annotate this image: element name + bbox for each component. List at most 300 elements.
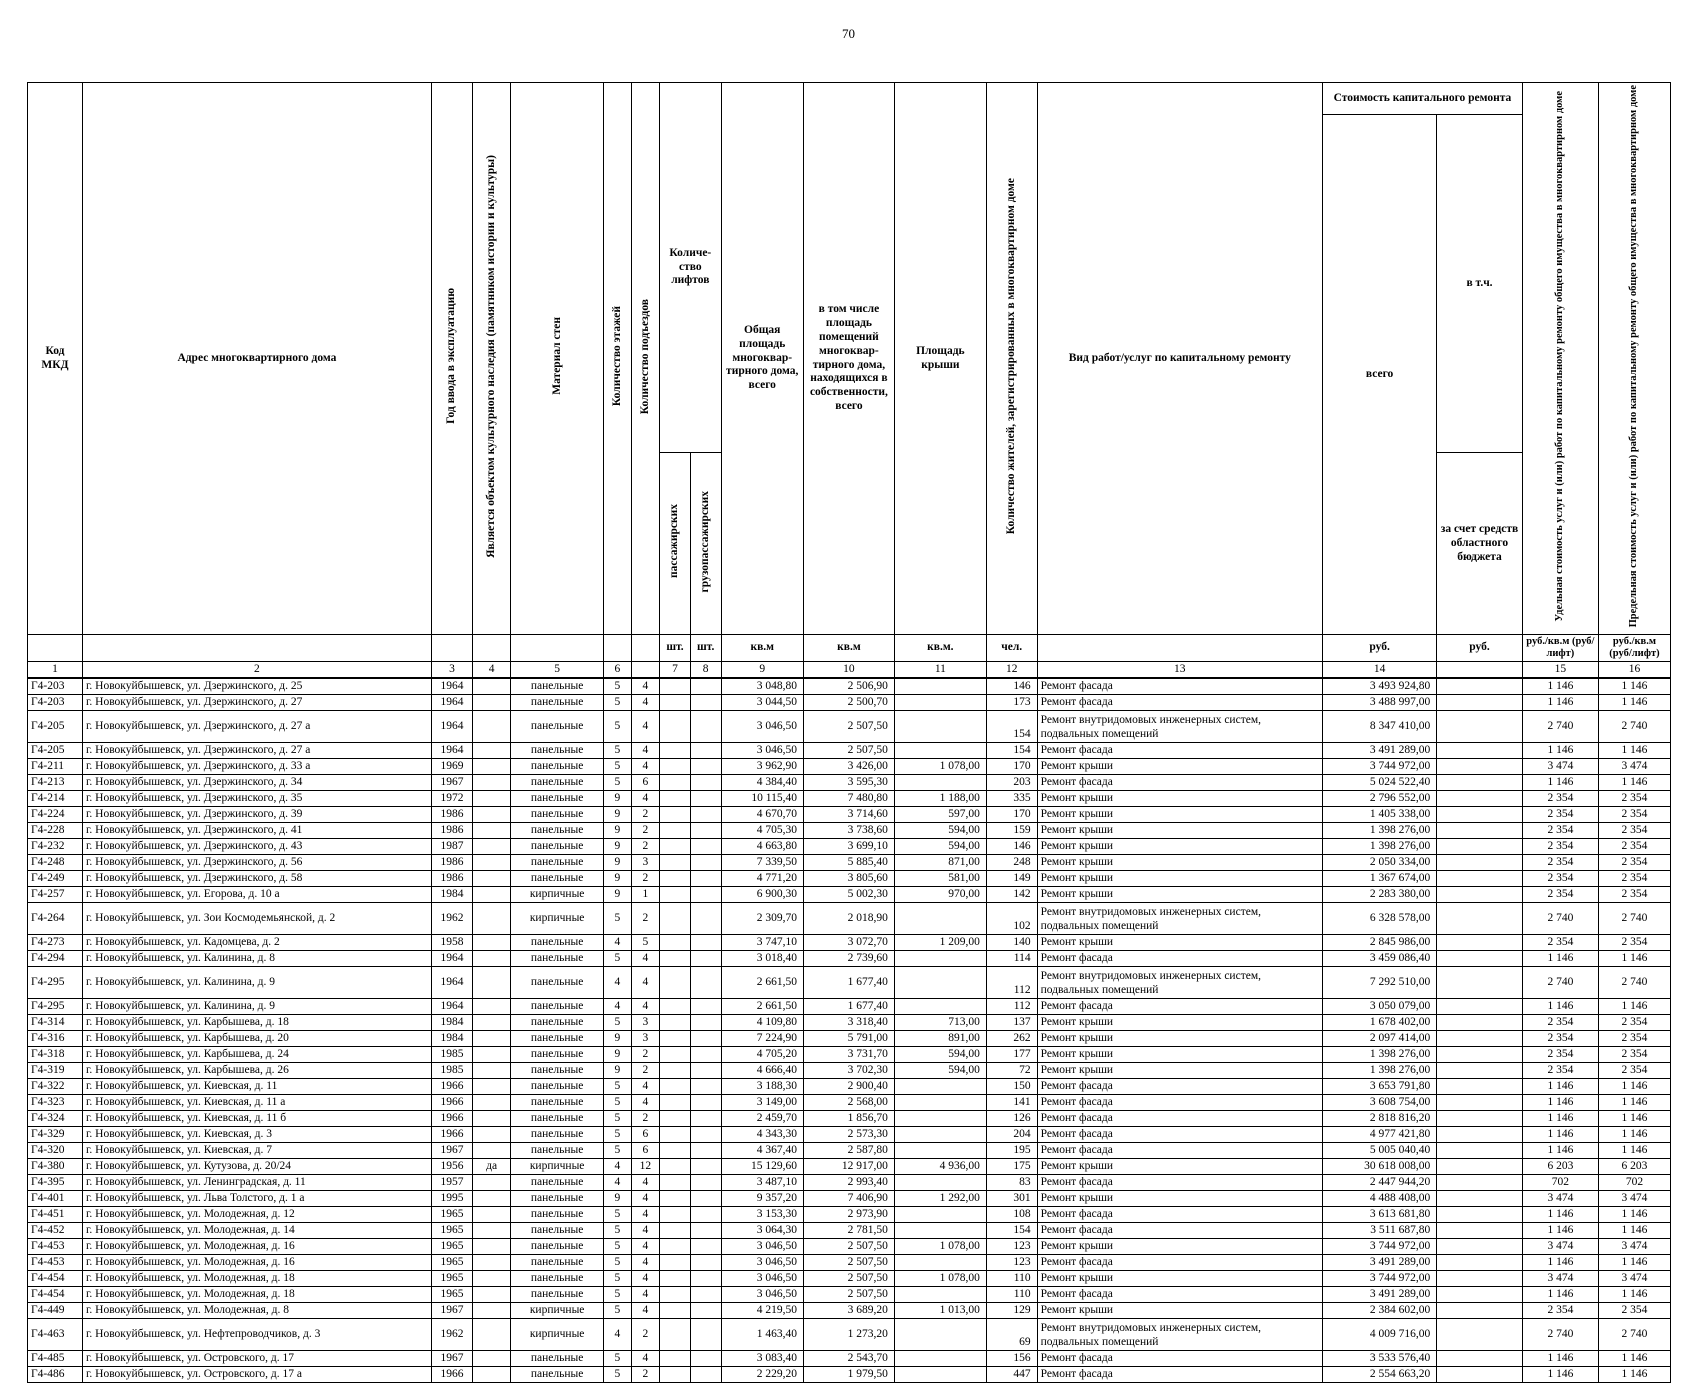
cell-work: Ремонт внутридомовых инженерных систем, подвальных помещений [1037, 903, 1322, 935]
cell-material: панельные [511, 1143, 604, 1159]
cell-cost-regional [1437, 1143, 1523, 1159]
unit-material [511, 635, 604, 662]
cell-code: Г4-211 [28, 759, 83, 775]
cell-owned-area: 1 677,40 [803, 967, 894, 999]
cell-code: Г4-294 [28, 951, 83, 967]
cell-heritage [473, 839, 511, 855]
table-row [28, 887, 1671, 903]
cell-cost-regional [1437, 999, 1523, 1015]
cell-year: 1965 [431, 1287, 472, 1303]
cell-heritage [473, 1255, 511, 1271]
cell-entrances: 2 [631, 1063, 660, 1079]
cell-unit-cost: 1 146 [1522, 695, 1598, 711]
header-lifts-passenger: пассажирских [660, 453, 691, 635]
cell-code: Г4-323 [28, 1095, 83, 1111]
cell-work: Ремонт крыши [1037, 1031, 1322, 1047]
table-row [28, 935, 1671, 951]
cell-owned-area: 2 507,50 [803, 711, 894, 743]
cell-heritage [473, 999, 511, 1015]
cell-unit-cost: 2 354 [1522, 839, 1598, 855]
cell-address: г. Новокуйбышевск, ул. Калинина, д. 9 [82, 967, 431, 999]
cell-residents: 112 [986, 999, 1037, 1015]
cell-work: Ремонт фасада [1037, 1175, 1322, 1191]
cell-entrances: 4 [631, 759, 660, 775]
cell-residents: 114 [986, 951, 1037, 967]
table-row [28, 695, 1671, 711]
cell-entrances: 4 [631, 711, 660, 743]
cell-entrances: 4 [631, 678, 660, 695]
cell-address: г. Новокуйбышевск, ул. Киевская, д. 7 [82, 1143, 431, 1159]
cell-unit-cost: 2 354 [1522, 1031, 1598, 1047]
cell-unit-cost: 1 146 [1522, 1223, 1598, 1239]
cell-code: Г4-486 [28, 1367, 83, 1383]
cell-roof-area: 594,00 [894, 823, 986, 839]
column-number: 2 [82, 662, 431, 679]
cell-residents: 170 [986, 759, 1037, 775]
cell-roof-area [894, 1111, 986, 1127]
cell-total-area: 3 747,10 [721, 935, 803, 951]
cell-total-area: 10 115,40 [721, 791, 803, 807]
table-row [28, 1223, 1671, 1239]
cell-floors: 5 [604, 1351, 631, 1367]
cell-cost-total: 4 977 421,80 [1323, 1127, 1437, 1143]
column-number: 6 [604, 662, 631, 679]
cell-year: 1984 [431, 1015, 472, 1031]
cell-total-area: 2 309,70 [721, 903, 803, 935]
table-row [28, 711, 1671, 743]
cell-cost-regional [1437, 807, 1523, 823]
cell-unit-cost: 2 740 [1522, 711, 1598, 743]
column-number-row [28, 662, 1671, 679]
unit-lifts-cargo: шт. [690, 635, 721, 662]
cell-cost-total: 2 818 816,20 [1323, 1111, 1437, 1127]
cell-code: Г4-322 [28, 1079, 83, 1095]
cell-lifts-cargo [690, 1191, 721, 1207]
cell-floors: 5 [604, 951, 631, 967]
cell-roof-area [894, 903, 986, 935]
cell-cost-regional [1437, 678, 1523, 695]
cell-owned-area: 2 506,90 [803, 678, 894, 695]
cell-total-area: 4 109,80 [721, 1015, 803, 1031]
cell-unit-cost: 2 354 [1522, 855, 1598, 871]
cell-material: кирпичные [511, 1319, 604, 1351]
unit-cost-regional: руб. [1437, 635, 1523, 662]
cell-owned-area: 2 507,50 [803, 1239, 894, 1255]
cell-owned-area: 3 689,20 [803, 1303, 894, 1319]
cell-entrances: 2 [631, 1319, 660, 1351]
cell-roof-area [894, 1319, 986, 1351]
cell-floors: 5 [604, 1143, 631, 1159]
cell-floors: 9 [604, 839, 631, 855]
cell-total-area: 3 487,10 [721, 1175, 803, 1191]
cell-address: г. Новокуйбышевск, ул. Молодежная, д. 14 [82, 1223, 431, 1239]
cell-floors: 9 [604, 887, 631, 903]
cell-material: панельные [511, 1031, 604, 1047]
cell-material: панельные [511, 1063, 604, 1079]
cell-cost-total: 1 398 276,00 [1323, 1047, 1437, 1063]
cell-cost-total: 2 447 944,20 [1323, 1175, 1437, 1191]
cell-address: г. Новокуйбышевск, ул. Молодежная, д. 16 [82, 1255, 431, 1271]
cell-unit-cost: 1 146 [1522, 1095, 1598, 1111]
cell-unit-cost: 2 354 [1522, 807, 1598, 823]
cell-floors: 5 [604, 1223, 631, 1239]
cell-max-cost: 2 354 [1598, 871, 1670, 887]
cell-unit-cost: 1 146 [1522, 1079, 1598, 1095]
cell-unit-cost: 702 [1522, 1175, 1598, 1191]
cell-entrances: 4 [631, 951, 660, 967]
cell-heritage [473, 1303, 511, 1319]
cell-work: Ремонт фасада [1037, 1111, 1322, 1127]
cell-work: Ремонт крыши [1037, 791, 1322, 807]
cell-code: Г4-318 [28, 1047, 83, 1063]
cell-residents: 154 [986, 743, 1037, 759]
cell-unit-cost: 1 146 [1522, 1367, 1598, 1383]
cell-cost-total: 6 328 578,00 [1323, 903, 1437, 935]
unit-entrances [631, 635, 660, 662]
cell-residents: 154 [986, 711, 1037, 743]
cell-total-area: 15 129,60 [721, 1159, 803, 1175]
cell-owned-area: 3 072,70 [803, 935, 894, 951]
column-number: 13 [1037, 662, 1322, 679]
cell-lifts-cargo [690, 1351, 721, 1367]
cell-heritage [473, 935, 511, 951]
cell-year: 1967 [431, 775, 472, 791]
cell-entrances: 4 [631, 1191, 660, 1207]
header-residents: Количество жителей, зарегистрированных в многоквартирном доме [986, 83, 1037, 635]
cell-floors: 4 [604, 1175, 631, 1191]
cell-year: 1966 [431, 1095, 472, 1111]
cell-lifts-passenger [660, 1207, 691, 1223]
cell-cost-total: 3 050 079,00 [1323, 999, 1437, 1015]
cell-unit-cost: 2 354 [1522, 1047, 1598, 1063]
cell-material: панельные [511, 1191, 604, 1207]
cell-address: г. Новокуйбышевск, ул. Льва Толстого, д. 1 а [82, 1191, 431, 1207]
cell-entrances: 2 [631, 1047, 660, 1063]
cell-residents: 149 [986, 871, 1037, 887]
cell-residents: 146 [986, 678, 1037, 695]
cell-year: 1965 [431, 1271, 472, 1287]
cell-roof-area: 1 292,00 [894, 1191, 986, 1207]
cell-lifts-passenger [660, 711, 691, 743]
cell-residents: 140 [986, 935, 1037, 951]
table-body [28, 678, 1671, 1383]
cell-roof-area: 1 188,00 [894, 791, 986, 807]
cell-heritage [473, 1239, 511, 1255]
cell-lifts-passenger [660, 1255, 691, 1271]
cell-max-cost: 3 474 [1598, 1191, 1670, 1207]
cell-max-cost: 1 146 [1598, 1207, 1670, 1223]
cell-unit-cost: 2 354 [1522, 1063, 1598, 1079]
cell-year: 1964 [431, 743, 472, 759]
column-number [631, 662, 660, 679]
cell-residents: 69 [986, 1319, 1037, 1351]
cell-work: Ремонт фасада [1037, 1095, 1322, 1111]
cell-material: панельные [511, 999, 604, 1015]
cell-entrances: 5 [631, 935, 660, 951]
cell-roof-area [894, 743, 986, 759]
table-row [28, 1031, 1671, 1047]
cell-residents: 195 [986, 1143, 1037, 1159]
cell-cost-regional [1437, 839, 1523, 855]
cell-code: Г4-314 [28, 1015, 83, 1031]
cell-max-cost: 2 354 [1598, 807, 1670, 823]
cell-lifts-cargo [690, 1079, 721, 1095]
table-row [28, 1111, 1671, 1127]
cell-cost-regional [1437, 1351, 1523, 1367]
page-number: 70 [842, 26, 855, 41]
header-cost-group: Стоимость капитального ремонта [1323, 83, 1523, 115]
cell-floors: 5 [604, 1207, 631, 1223]
cell-owned-area: 3 426,00 [803, 759, 894, 775]
cell-residents: 142 [986, 887, 1037, 903]
cell-address: г. Новокуйбышевск, ул. Островского, д. 17 [82, 1351, 431, 1367]
cell-floors: 5 [604, 743, 631, 759]
cell-max-cost: 1 146 [1598, 743, 1670, 759]
cell-cost-total: 3 744 972,00 [1323, 1239, 1437, 1255]
unit-code [28, 635, 83, 662]
cell-residents: 447 [986, 1367, 1037, 1383]
unit-work [1037, 635, 1322, 662]
cell-work: Ремонт крыши [1037, 1063, 1322, 1079]
cell-address: г. Новокуйбышевск, ул. Молодежная, д. 16 [82, 1239, 431, 1255]
cell-code: Г4-228 [28, 823, 83, 839]
cell-total-area: 4 771,20 [721, 871, 803, 887]
cell-work: Ремонт фасада [1037, 678, 1322, 695]
cell-cost-regional [1437, 1079, 1523, 1095]
table-row [28, 807, 1671, 823]
cell-heritage [473, 903, 511, 935]
cell-max-cost: 702 [1598, 1175, 1670, 1191]
cell-work: Ремонт фасада [1037, 1287, 1322, 1303]
cell-year: 1964 [431, 711, 472, 743]
cell-work: Ремонт фасада [1037, 1367, 1322, 1383]
cell-residents: 150 [986, 1079, 1037, 1095]
table-row [28, 1063, 1671, 1079]
cell-heritage [473, 678, 511, 695]
cell-max-cost: 1 146 [1598, 1255, 1670, 1271]
cell-owned-area: 3 805,60 [803, 871, 894, 887]
cell-total-area: 4 367,40 [721, 1143, 803, 1159]
cell-cost-regional [1437, 1287, 1523, 1303]
cell-heritage [473, 1015, 511, 1031]
header-code: Код МКД [28, 83, 83, 635]
header-lifts-cargo: грузопассажирских [690, 453, 721, 635]
cell-material: панельные [511, 1239, 604, 1255]
cell-max-cost: 2 740 [1598, 903, 1670, 935]
cell-roof-area [894, 1095, 986, 1111]
cell-address: г. Новокуйбышевск, ул. Дзержинского, д. 58 [82, 871, 431, 887]
cell-unit-cost: 6 203 [1522, 1159, 1598, 1175]
cell-unit-cost: 2 354 [1522, 935, 1598, 951]
cell-lifts-passenger [660, 1239, 691, 1255]
cell-residents: 154 [986, 1223, 1037, 1239]
cell-unit-cost: 2 354 [1522, 1303, 1598, 1319]
cell-unit-cost: 3 474 [1522, 1191, 1598, 1207]
cell-residents: 110 [986, 1287, 1037, 1303]
cell-year: 1986 [431, 855, 472, 871]
cell-heritage [473, 1367, 511, 1383]
cell-owned-area: 2 543,70 [803, 1351, 894, 1367]
cell-roof-area [894, 711, 986, 743]
cell-heritage [473, 1031, 511, 1047]
cell-cost-regional [1437, 791, 1523, 807]
cell-unit-cost: 2 740 [1522, 1319, 1598, 1351]
cell-code: Г4-295 [28, 999, 83, 1015]
cell-owned-area: 12 917,00 [803, 1159, 894, 1175]
cell-owned-area: 2 973,90 [803, 1207, 894, 1223]
cell-material: панельные [511, 791, 604, 807]
cell-code: Г4-329 [28, 1127, 83, 1143]
cell-total-area: 4 343,30 [721, 1127, 803, 1143]
cell-entrances: 2 [631, 1367, 660, 1383]
cell-year: 1967 [431, 1303, 472, 1319]
cell-year: 1967 [431, 1143, 472, 1159]
cell-year: 1956 [431, 1159, 472, 1175]
cell-owned-area: 2 739,60 [803, 951, 894, 967]
cell-floors: 4 [604, 1159, 631, 1175]
cell-address: г. Новокуйбышевск, ул. Молодежная, д. 12 [82, 1207, 431, 1223]
cell-heritage: да [473, 1159, 511, 1175]
cell-year: 1984 [431, 1031, 472, 1047]
cell-lifts-passenger [660, 791, 691, 807]
cell-lifts-cargo [690, 1303, 721, 1319]
cell-unit-cost: 3 474 [1522, 1271, 1598, 1287]
cell-address: г. Новокуйбышевск, ул. Ленинградская, д. 11 [82, 1175, 431, 1191]
cell-address: г. Новокуйбышевск, ул. Молодежная, д. 18 [82, 1271, 431, 1287]
cell-lifts-passenger [660, 1095, 691, 1111]
cell-residents: 112 [986, 967, 1037, 999]
cell-roof-area [894, 1287, 986, 1303]
cell-cost-total: 1 405 338,00 [1323, 807, 1437, 823]
cell-owned-area: 3 699,10 [803, 839, 894, 855]
cell-max-cost: 1 146 [1598, 695, 1670, 711]
cell-cost-total: 8 347 410,00 [1323, 711, 1437, 743]
cell-total-area: 3 046,50 [721, 1239, 803, 1255]
cell-lifts-cargo [690, 1287, 721, 1303]
cell-lifts-cargo [690, 1271, 721, 1287]
cell-cost-total: 1 678 402,00 [1323, 1015, 1437, 1031]
cell-lifts-passenger [660, 855, 691, 871]
cell-unit-cost: 1 146 [1522, 775, 1598, 791]
cell-entrances: 3 [631, 1031, 660, 1047]
cell-roof-area [894, 1175, 986, 1191]
cell-year: 1965 [431, 1223, 472, 1239]
cell-lifts-cargo [690, 775, 721, 791]
cell-entrances: 2 [631, 1111, 660, 1127]
cell-cost-regional [1437, 1159, 1523, 1175]
cell-lifts-cargo [690, 839, 721, 855]
cell-unit-cost: 2 354 [1522, 791, 1598, 807]
cell-residents: 129 [986, 1303, 1037, 1319]
cell-address: г. Новокуйбышевск, ул. Дзержинского, д. 27 [82, 695, 431, 711]
cell-roof-area [894, 1207, 986, 1223]
cell-owned-area: 2 507,50 [803, 1271, 894, 1287]
table-row [28, 791, 1671, 807]
cell-roof-area: 713,00 [894, 1015, 986, 1031]
header-cost-incl: в т.ч. [1437, 115, 1523, 453]
cell-unit-cost: 2 354 [1522, 887, 1598, 903]
cell-floors: 5 [604, 903, 631, 935]
cell-total-area: 9 357,20 [721, 1191, 803, 1207]
cell-year: 1965 [431, 1255, 472, 1271]
cell-cost-regional [1437, 1031, 1523, 1047]
table-row [28, 1351, 1671, 1367]
cell-floors: 5 [604, 1239, 631, 1255]
header-year: Год ввода в эксплуатацию [431, 83, 472, 635]
cell-cost-total: 2 283 380,00 [1323, 887, 1437, 903]
cell-year: 1969 [431, 759, 472, 775]
cell-cost-regional [1437, 1095, 1523, 1111]
header-cost-regional: за счет средств областного бюджета [1437, 453, 1523, 635]
cell-unit-cost: 2 354 [1522, 823, 1598, 839]
cell-lifts-cargo [690, 999, 721, 1015]
cell-floors: 9 [604, 1047, 631, 1063]
cell-owned-area: 2 993,40 [803, 1175, 894, 1191]
cell-cost-total: 3 491 289,00 [1323, 743, 1437, 759]
cell-address: г. Новокуйбышевск, ул. Дзержинского, д. 41 [82, 823, 431, 839]
cell-max-cost: 2 354 [1598, 791, 1670, 807]
cell-address: г. Новокуйбышевск, ул. Карбышева, д. 26 [82, 1063, 431, 1079]
cell-material: панельные [511, 1223, 604, 1239]
cell-material: кирпичные [511, 1303, 604, 1319]
cell-entrances: 3 [631, 1015, 660, 1031]
header-lifts: Количе-ство лифтов [660, 83, 721, 453]
cell-cost-total: 2 384 602,00 [1323, 1303, 1437, 1319]
cell-max-cost: 2 354 [1598, 1031, 1670, 1047]
cell-owned-area: 1 979,50 [803, 1367, 894, 1383]
cell-max-cost: 1 146 [1598, 1143, 1670, 1159]
cell-material: панельные [511, 855, 604, 871]
cell-lifts-passenger [660, 1047, 691, 1063]
cell-floors: 9 [604, 1063, 631, 1079]
cell-roof-area: 1 078,00 [894, 759, 986, 775]
cell-material: панельные [511, 759, 604, 775]
cell-lifts-passenger [660, 999, 691, 1015]
cell-lifts-cargo [690, 678, 721, 695]
cell-code: Г4-249 [28, 871, 83, 887]
cell-roof-area [894, 1127, 986, 1143]
cell-cost-regional [1437, 935, 1523, 951]
cell-unit-cost: 1 146 [1522, 1143, 1598, 1159]
cell-work: Ремонт крыши [1037, 1271, 1322, 1287]
cell-material: панельные [511, 1015, 604, 1031]
header-roof-area: Площадь крыши [894, 83, 986, 635]
cell-max-cost: 2 740 [1598, 1319, 1670, 1351]
cell-residents: 126 [986, 1111, 1037, 1127]
cell-heritage [473, 1047, 511, 1063]
cell-cost-regional [1437, 823, 1523, 839]
cell-owned-area: 2 507,50 [803, 743, 894, 759]
cell-lifts-passenger [660, 887, 691, 903]
cell-heritage [473, 887, 511, 903]
cell-cost-regional [1437, 1319, 1523, 1351]
cell-cost-total: 3 744 972,00 [1323, 1271, 1437, 1287]
cell-address: г. Новокуйбышевск, ул. Дзержинского, д. 27 а [82, 743, 431, 759]
cell-owned-area: 3 318,40 [803, 1015, 894, 1031]
cell-lifts-passenger [660, 1287, 691, 1303]
cell-lifts-cargo [690, 1143, 721, 1159]
table-row [28, 903, 1671, 935]
cell-residents: 173 [986, 695, 1037, 711]
cell-material: панельные [511, 1255, 604, 1271]
cell-cost-total: 5 024 522,40 [1323, 775, 1437, 791]
cell-address: г. Новокуйбышевск, ул. Киевская, д. 11 [82, 1079, 431, 1095]
cell-cost-total: 4 488 408,00 [1323, 1191, 1437, 1207]
cell-material: панельные [511, 1047, 604, 1063]
table-row [28, 1095, 1671, 1111]
cell-lifts-passenger [660, 1015, 691, 1031]
cell-work: Ремонт фасада [1037, 1223, 1322, 1239]
